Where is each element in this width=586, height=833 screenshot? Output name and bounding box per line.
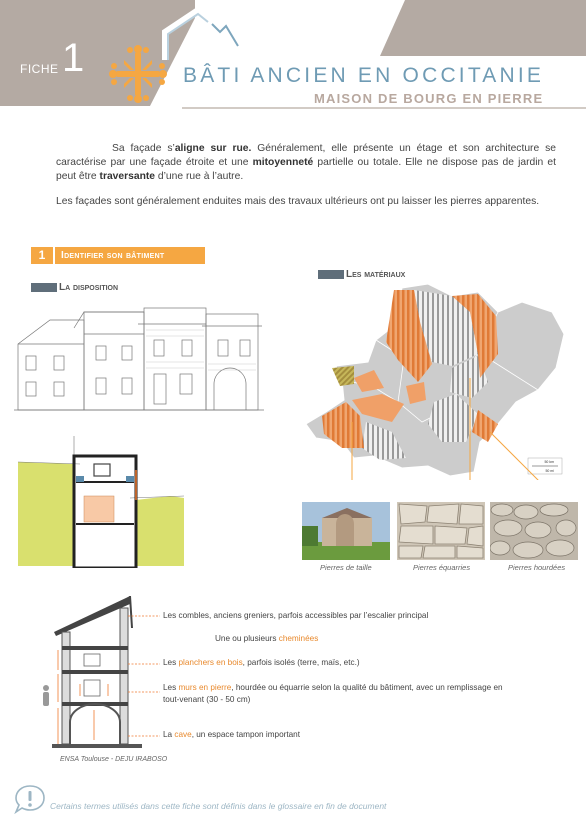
caption-pierres-equarries: Pierres équarries	[413, 563, 471, 572]
intro-paragraph-2: Les façades sont généralement enduites mais des travaux ultérieurs ont pu laisser les pierres apparentes.	[56, 195, 540, 207]
caption-pierres-de-taille: Pierres de taille	[320, 563, 372, 572]
intro-emphasis: traversante	[99, 171, 156, 183]
fiche-number: 1	[62, 36, 85, 80]
materials-heading: Les matériaux	[318, 269, 405, 280]
photo-pierres-de-taille	[302, 502, 390, 560]
drawing-credit: ENSA Toulouse - DEJU IRABOSO	[60, 756, 168, 763]
disposition-heading: La disposition	[31, 282, 118, 293]
annotation-planchers: Les planchers en bois, parfois isolés (terre, maïs, etc.)	[163, 658, 360, 667]
photo-pierres-hourdees	[490, 502, 578, 560]
intro-text-run: partielle ou totale. Elle ne dispose pas de jardin et peut être	[56, 157, 556, 183]
materials-map	[302, 282, 566, 480]
section-banner	[31, 247, 205, 264]
map-scale-mi: 50 mi	[545, 469, 554, 473]
page-subtitle: MAISON DE BOURG EN PIERRE	[314, 91, 544, 106]
intro-emphasis: aligne sur rue.	[174, 143, 252, 154]
fiche-label: FICHE	[20, 62, 59, 76]
intro-emphasis: mitoyenneté	[252, 157, 314, 169]
annotation-cave: La cave, un espace tampon important	[163, 730, 301, 739]
page-title: BÂTI ANCIEN EN OCCITANIE	[183, 64, 545, 87]
house-outline-icon	[160, 2, 240, 62]
caption-pierres-hourdees: Pierres hourdées	[508, 563, 566, 572]
exclamation-bubble-icon	[14, 784, 46, 814]
intro-text-run: Généralement, elle présente un étage et son architecture se caractérise par une façade étroite et une	[56, 143, 557, 169]
intro-text-run: d’une rue à l’autre.	[155, 171, 244, 183]
photo-pierres-equarries	[397, 502, 485, 560]
floor-plan-drawing	[18, 436, 188, 568]
occitan-cross-icon	[108, 44, 168, 104]
house-cross-section	[22, 588, 182, 758]
glossary-note: Certains termes utilisés dans cette fiche sont définis dans le glossaire en fin de document	[50, 801, 387, 811]
annotation-cheminees: Une ou plusieurs cheminées	[215, 634, 319, 643]
intro-paragraph-1	[56, 142, 556, 185]
section-label: Identifier son bâtiment	[61, 250, 165, 261]
annotation-murs: Les murs en pierre, hourdée ou équarrie selon la qualité du bâtiment, avec un remplissage en	[163, 683, 503, 692]
section-number: 1	[31, 247, 55, 264]
annotation-murs-suite: tout-venant (30 - 50 cm)	[163, 695, 251, 704]
map-scale-km: 50 km	[544, 460, 554, 464]
intro-text-run: Sa façade s’	[112, 143, 175, 154]
facade-elevation-drawing	[14, 298, 264, 416]
intro-text	[56, 142, 556, 209]
annotation-combles: Les combles, anciens greniers, parfois accessibles par l’escalier principal	[163, 611, 429, 620]
page-header	[0, 0, 586, 112]
